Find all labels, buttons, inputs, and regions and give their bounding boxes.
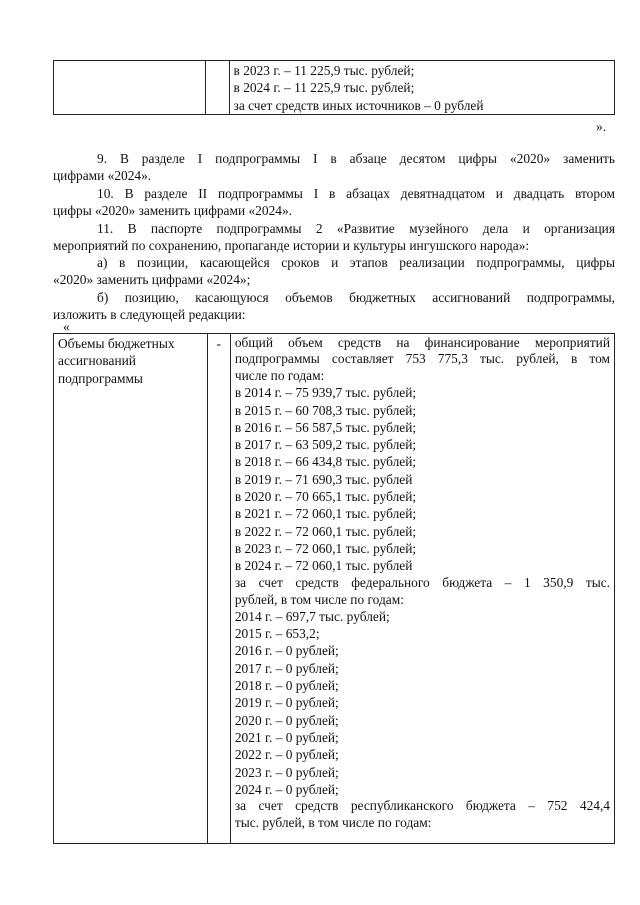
funding-line: в 2024 г. – 11 225,9 тыс. рублей; xyxy=(233,80,415,96)
year-total-line: в 2014 г. – 75 939,7 тыс. рублей; xyxy=(234,385,417,401)
year-total-line: в 2022 г. – 72 060,1 тыс. рублей; xyxy=(234,523,417,539)
funding-line: за счет средств иных источников – 0 рублей xyxy=(233,97,484,113)
year-federal-line: 2021 г. – 0 рублей; xyxy=(234,729,339,745)
paragraph-line: «2020» заменить цифрами «2024»; xyxy=(53,272,251,288)
year-total-line: в 2016 г. – 56 587,5 тыс. рублей; xyxy=(234,419,417,435)
republic-intro-line: за счет средств республиканского бюджета – 752 424,4 xyxy=(234,798,610,814)
year-federal-line: 2016 г. – 0 рублей; xyxy=(234,643,339,659)
table-cell-funding-details xyxy=(230,334,614,844)
year-federal-line: 2020 г. – 0 рублей; xyxy=(234,712,339,728)
year-federal-line: 2019 г. – 0 рублей; xyxy=(234,695,339,711)
year-total-line: в 2024 г. – 72 060,1 тыс. рублей xyxy=(234,558,413,574)
table-cell-empty xyxy=(54,61,206,115)
federal-intro-line: за счет средств федерального бюджета – 1 350,9 тыс. xyxy=(234,574,610,590)
paragraph-line: а) в позиции, касающейся сроков и этапов реализации подпрограммы, цифры xyxy=(97,255,615,270)
paragraph-line: цифрами «2024». xyxy=(53,168,152,184)
year-total-line: в 2017 г. – 63 509,2 тыс. рублей; xyxy=(234,437,417,453)
label-line: ассигнований xyxy=(58,353,136,369)
year-federal-line: 2022 г. – 0 рублей; xyxy=(234,747,339,763)
intro-line: общий объем средств на финансирование мероприятий xyxy=(234,335,610,350)
year-total-line: в 2019 г. – 71 690,3 тыс. рублей xyxy=(234,471,413,487)
opening-quote: « xyxy=(63,319,70,334)
table-cell-empty xyxy=(205,61,229,115)
year-total-line: в 2023 г. – 72 060,1 тыс. рублей; xyxy=(234,540,417,556)
year-federal-line: 2017 г. – 0 рублей; xyxy=(234,660,339,676)
funding-table-continuation xyxy=(53,60,615,115)
paragraph-11 xyxy=(53,220,615,255)
year-federal-line: 2023 г. – 0 рублей; xyxy=(234,764,339,780)
table-cell-funding xyxy=(229,61,614,115)
paragraph-b xyxy=(53,289,615,324)
table-cell-label xyxy=(54,334,208,844)
year-total-line: в 2015 г. – 60 708,3 тыс. рублей; xyxy=(234,402,417,418)
paragraph-10 xyxy=(53,185,615,220)
paragraph-line: 9. В разделе I подпрограммы I в абзаце десятом цифры «2020» заменить xyxy=(97,151,615,166)
label-line: подпрограммы xyxy=(58,370,143,386)
year-total-line: в 2018 г. – 66 434,8 тыс. рублей; xyxy=(234,454,417,470)
paragraph-9 xyxy=(53,150,615,185)
intro-line: подпрограммы составляет 753 775,3 тыс. рублей, в том xyxy=(234,351,610,366)
year-federal-line: 2015 г. – 653,2; xyxy=(234,626,320,642)
paragraph-line: мероприятий по сохранению, пропаганде истории и культуры ингушского народа»: xyxy=(53,238,530,254)
paragraph-line: б) позицию, касающуюся объемов бюджетных ассигнований подпрограммы, xyxy=(97,290,615,305)
paragraph-line: 11. В паспорте подпрограммы 2 «Развитие музейного дела и организация xyxy=(97,221,615,236)
federal-intro-line: рублей, в том числе по годам: xyxy=(234,591,404,607)
label-line: Объемы бюджетных xyxy=(58,336,175,351)
funding-line: в 2023 г. – 11 225,9 тыс. рублей; xyxy=(233,63,415,78)
year-federal-line: 2024 г. – 0 рублей; xyxy=(234,781,339,797)
table-cell-dash xyxy=(207,334,230,844)
budget-allocation-table xyxy=(53,333,615,844)
year-total-line: в 2020 г. – 70 665,1 тыс. рублей; xyxy=(234,489,417,505)
republic-intro-line: тыс. рублей, в том числе по годам: xyxy=(234,815,432,831)
paragraph-line: 10. В разделе II подпрограммы I в абзацах девятнадцатом и двадцать втором xyxy=(97,186,615,201)
dash-mark: - xyxy=(216,336,221,351)
paragraph-line: цифры «2020» заменить цифрами «2024». xyxy=(53,203,293,219)
year-total-line: в 2021 г. – 72 060,1 тыс. рублей; xyxy=(234,506,417,522)
closing-quote: ». xyxy=(596,119,607,134)
intro-line: числе по годам: xyxy=(234,368,325,383)
year-federal-line: 2018 г. – 0 рублей; xyxy=(234,678,339,694)
year-federal-line: 2014 г. – 697,7 тыс. рублей; xyxy=(234,608,390,624)
paragraph-line: изложить в следующей редакции: xyxy=(53,307,246,323)
paragraph-a xyxy=(53,254,615,289)
